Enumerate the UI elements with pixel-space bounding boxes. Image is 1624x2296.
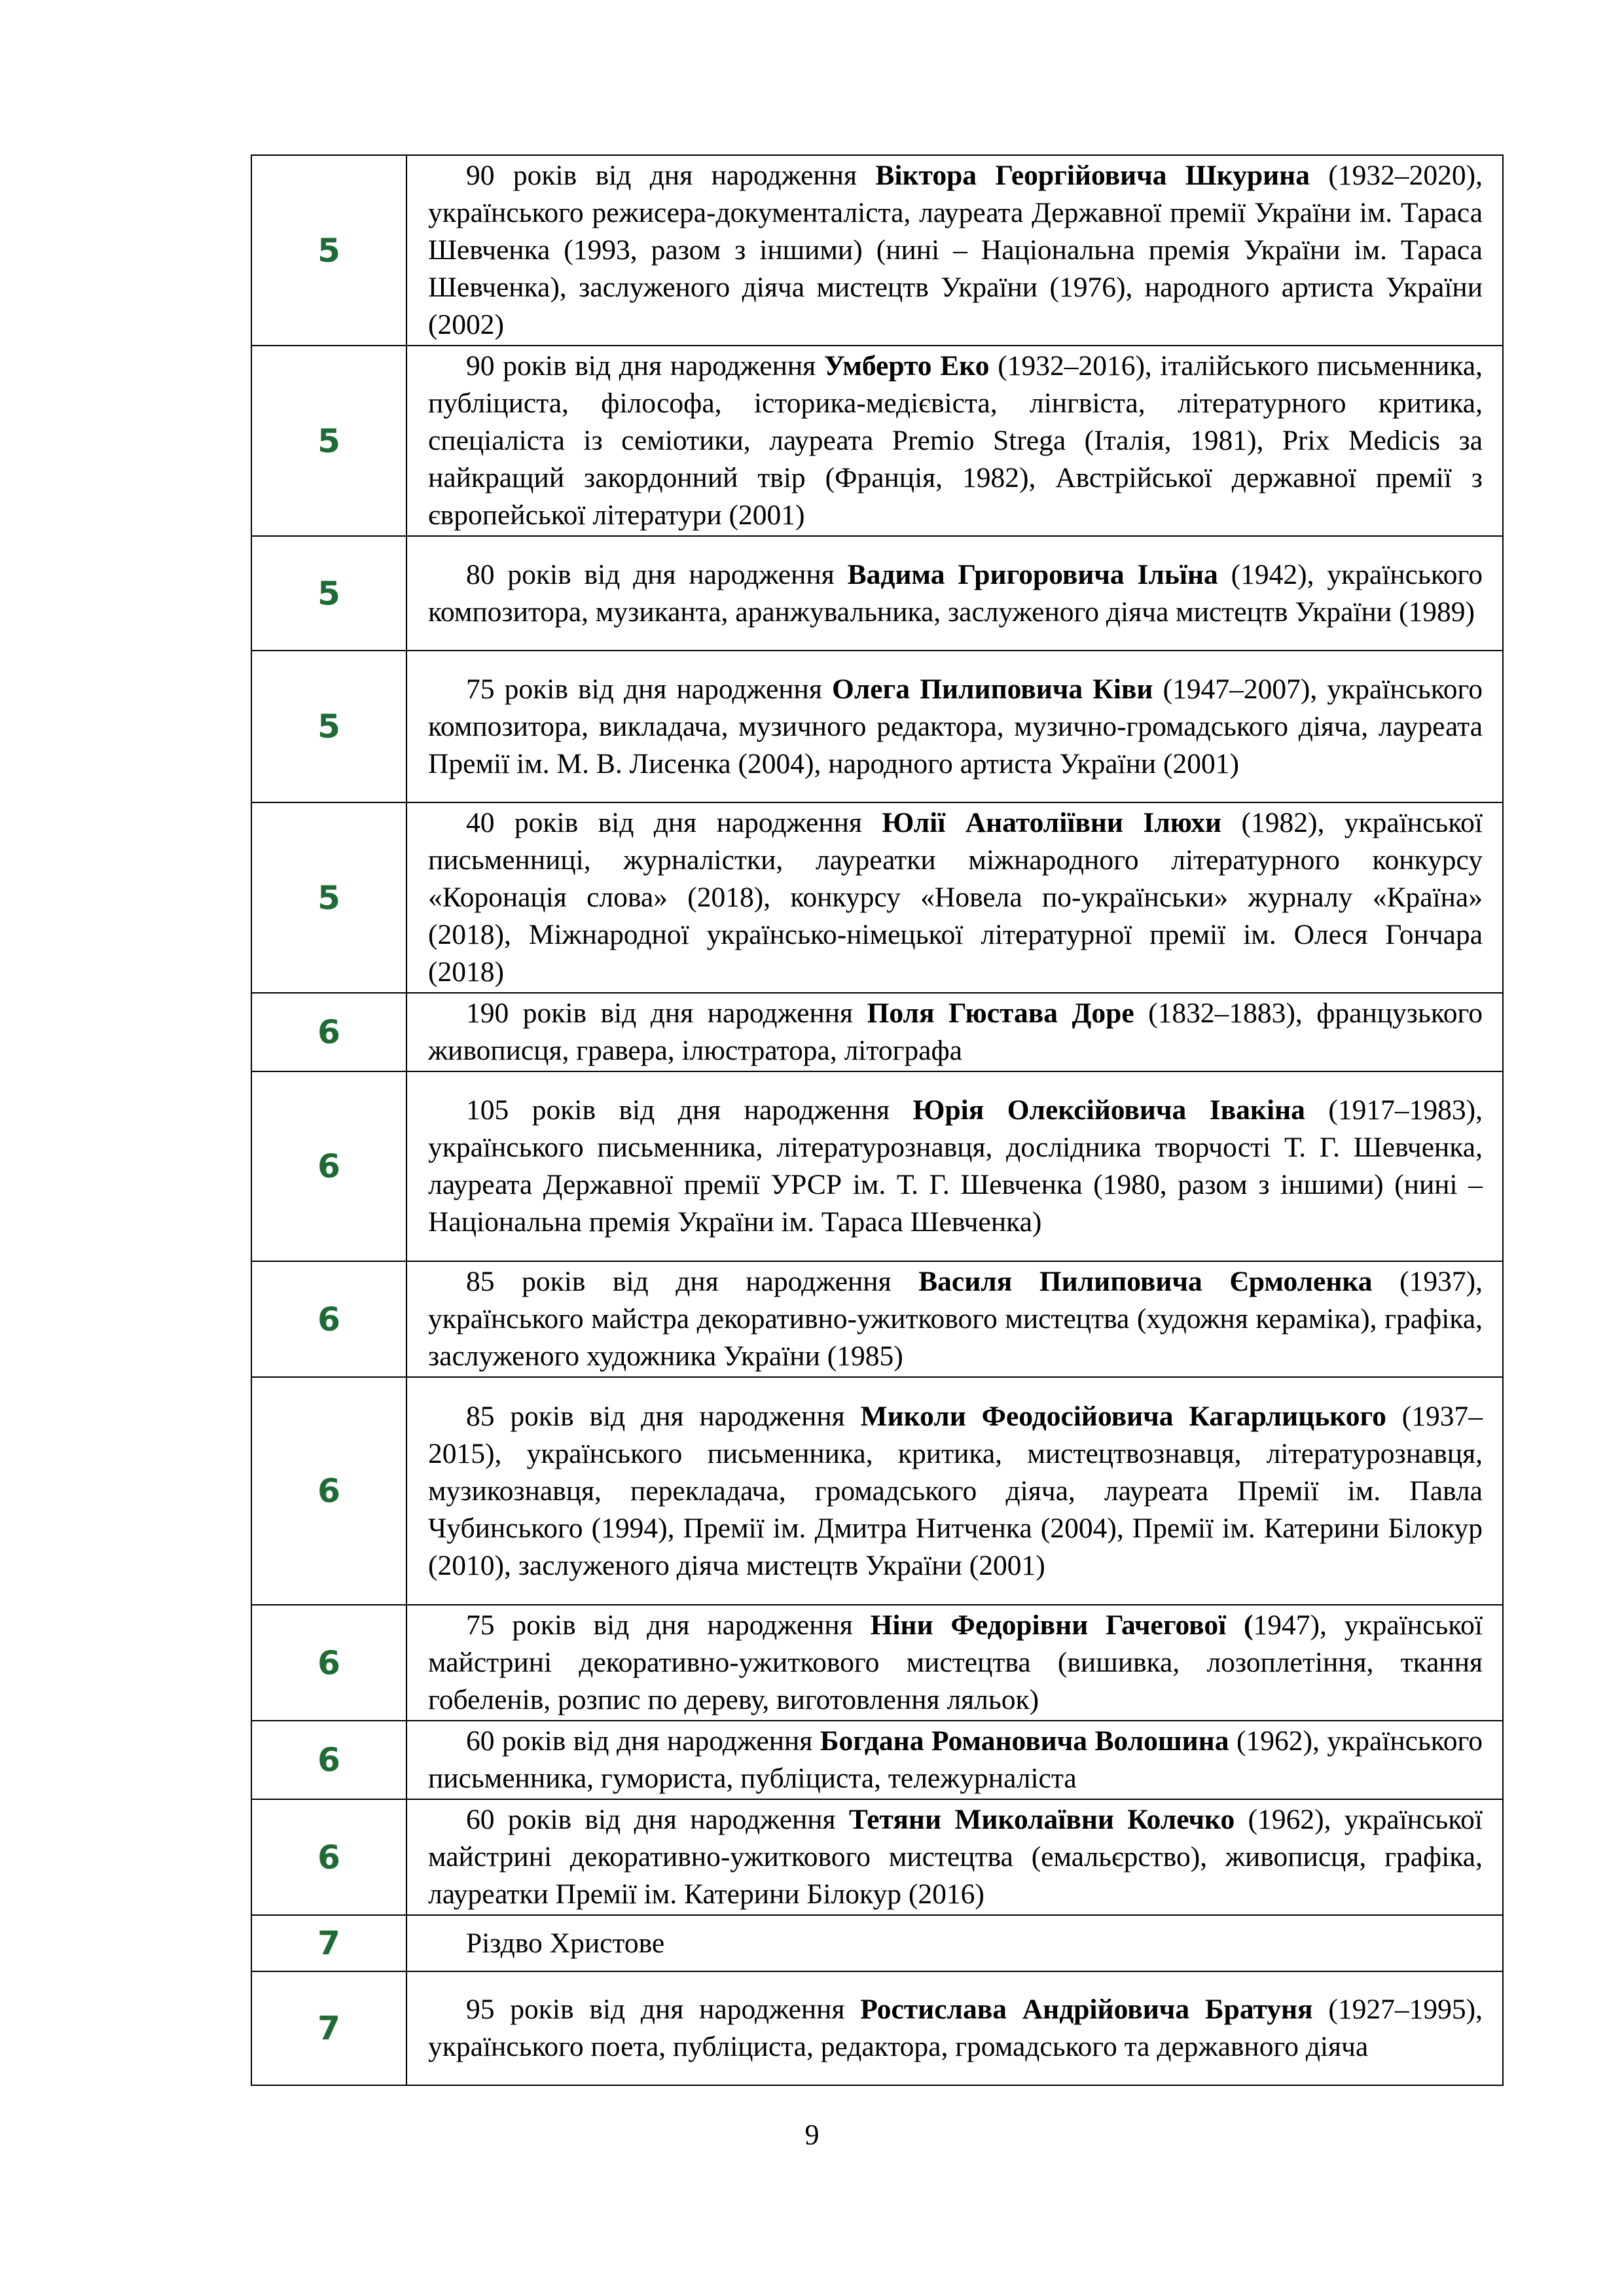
event-description: (1962), української майстрині декоративно-ужиткового мистецтва (емальєрство), живописця, графіка, лауреатки Премії ім. Катерини Білокур (2016) (428, 1804, 1483, 1910)
event-text: 60 років від дня народження (466, 1725, 820, 1757)
event-cell (406, 1721, 1503, 1799)
event-description: 1947), української майстрині декоративно-ужиткового мистецтва (вишивка, лозоплетіння, ткання гобеленів, розпис по дереву, виготовлення ляльок) (428, 1609, 1483, 1715)
day-cell: 7 (251, 1915, 406, 1971)
event-description: (1982), української письменниці, журналістки, лауреатки міжнародного літературного конкурсу «Коронація слова» (2018), конкурсу «Новела по-українськи» журналу «Країна» (2018), Міжнародної українсько-німецької літературної премії ім. Олеся Гончара (2018) (428, 807, 1483, 988)
event-description: (1947–2007), українського композитора, викладача, музичного редактора, музично-громадського діяча, лауреата Премії ім. М. В. Лисенка (2004), народного артиста України (2001) (428, 673, 1483, 780)
event-text: 90 років від дня народження (466, 160, 876, 191)
day-cell: 5 (251, 651, 406, 802)
event-cell (406, 651, 1503, 802)
event-cell (406, 1799, 1503, 1915)
event-description: (1937), українського майстра декоративно-ужиткового мистецтва (художня кераміка), графіка, заслуженого художника України (1985) (428, 1266, 1483, 1372)
event-cell (406, 155, 1503, 346)
day-cell: 7 (251, 1971, 406, 2085)
event-cell (406, 802, 1503, 993)
table-row (251, 1261, 1503, 1377)
event-cell (406, 1261, 1503, 1377)
person-name: Вадима Григоровича Ільїна (847, 558, 1218, 590)
person-name: Юрія Олексійовича Івакіна (912, 1094, 1305, 1126)
event-text: 40 років від дня народження (466, 807, 882, 838)
table-row (251, 1071, 1503, 1261)
table-row (251, 1971, 1503, 2085)
event-cell (406, 1915, 1503, 1971)
day-cell: 6 (251, 1071, 406, 1261)
day-cell: 6 (251, 993, 406, 1071)
event-text: 90 років від дня народження (466, 350, 824, 382)
table-row (251, 1915, 1503, 1971)
event-cell (406, 346, 1503, 536)
event-text: 75 років від дня народження (466, 1609, 871, 1641)
page-number: 9 (804, 2119, 820, 2151)
person-name: Ростислава Андрійовича Братуня (860, 1994, 1313, 2025)
event-cell (406, 993, 1503, 1071)
event-text: Різдво Христове (466, 1927, 665, 1959)
event-description: (1917–1983), українського письменника, літературознавця, дослідника творчості Т. Г. Шевченка, лауреата Державної премії УРСР ім. Т. Г. Шевченка (1980, разом з іншими) (нині – Національна премія України ім. Тараса Шевченка) (428, 1094, 1483, 1238)
person-name: Поля Гюстава Доре (867, 997, 1134, 1029)
event-description: (1962), українського письменника, гумориста, публіциста, тележурналіста (428, 1725, 1483, 1794)
day-cell: 5 (251, 536, 406, 651)
event-cell (406, 1377, 1503, 1605)
table-row (251, 1721, 1503, 1799)
event-text: 75 років від дня народження (466, 673, 832, 705)
day-cell: 5 (251, 346, 406, 536)
event-cell (406, 1971, 1503, 2085)
person-name: Тетяни Миколаївни Колечко (848, 1804, 1235, 1835)
table-row (251, 536, 1503, 651)
day-cell: 6 (251, 1377, 406, 1605)
person-name: Ніни Федорівни Гачегової ( (870, 1609, 1254, 1641)
table-row (251, 651, 1503, 802)
table-row (251, 1605, 1503, 1721)
table-row (251, 346, 1503, 536)
table-row (251, 1377, 1503, 1605)
event-text: 85 років від дня народження (466, 1266, 919, 1297)
person-name: Юлії Анатоліївни Ілюхи (882, 807, 1222, 838)
table-row (251, 802, 1503, 993)
person-name: Миколи Феодосійовича Кагарлицького (860, 1400, 1386, 1432)
event-text: 105 років від дня народження (466, 1094, 913, 1126)
event-text: 80 років від дня народження (466, 558, 848, 590)
event-description: (1932–2016), італійського письменника, публіциста, філософа, історика-медієвіста, лінгвіста, літературного критика, спеціаліста із семіотики, лауреата Premio Strega (Італія, 1981), Prix Medicis за найкращий закордонний твір (Франція, 1982), Австрійської державної премії з європейської літератури (2001) (428, 350, 1483, 531)
event-description: (1937–2015), українського письменника, критика, мистецтвознавця, літературознавця, музикознавця, перекладача, громадського діяча, лауреата Премії ім. Павла Чубинського (1994), Премії ім. Дмитра Нитченка (2004), Премії ім. Катерини Білокур (2010), заслуженого діяча мистецтв України (2001) (428, 1400, 1483, 1581)
event-text: 190 років від дня народження (466, 997, 867, 1029)
day-cell: 5 (251, 155, 406, 346)
person-name: Умберто Еко (823, 350, 990, 382)
event-text: 60 років від дня народження (466, 1804, 849, 1835)
event-text: 85 років від дня народження (466, 1400, 861, 1432)
table-row (251, 155, 1503, 346)
person-name: Богдана Романовича Волошина (820, 1725, 1229, 1757)
event-description: (1932–2020), українського режисера-документаліста, лауреата Державної премії України ім. Тараса Шевченка (1993, разом з іншими) (нині – Національна премія України ім. Тараса Шевченка), заслуженого діяча мистецтв України (1976), народного артиста України (2002) (428, 160, 1483, 340)
event-cell (406, 536, 1503, 651)
event-cell (406, 1071, 1503, 1261)
day-cell: 6 (251, 1605, 406, 1721)
person-name: Віктора Георгійовича Шкурина (875, 160, 1310, 191)
event-cell (406, 1605, 1503, 1721)
table-row (251, 993, 1503, 1071)
event-description: (1832–1883), французького живописця, гравера, ілюстратора, літографа (428, 997, 1483, 1066)
table-row (251, 1799, 1503, 1915)
day-cell: 6 (251, 1721, 406, 1799)
event-description: (1927–1995), українського поета, публіциста, редактора, громадського та державного діяча (428, 1994, 1483, 2062)
person-name: Василя Пилиповича Єрмоленка (918, 1266, 1373, 1297)
day-cell: 5 (251, 802, 406, 993)
day-cell: 6 (251, 1261, 406, 1377)
event-description: (1942), українського композитора, музиканта, аранжувальника, заслуженого діяча мистецтв України (1989) (428, 558, 1483, 628)
event-text: 95 років від дня народження (466, 1994, 861, 2025)
day-cell: 6 (251, 1799, 406, 1915)
person-name: Олега Пилиповича Ківи (832, 673, 1153, 705)
calendar-table (251, 154, 1504, 2086)
